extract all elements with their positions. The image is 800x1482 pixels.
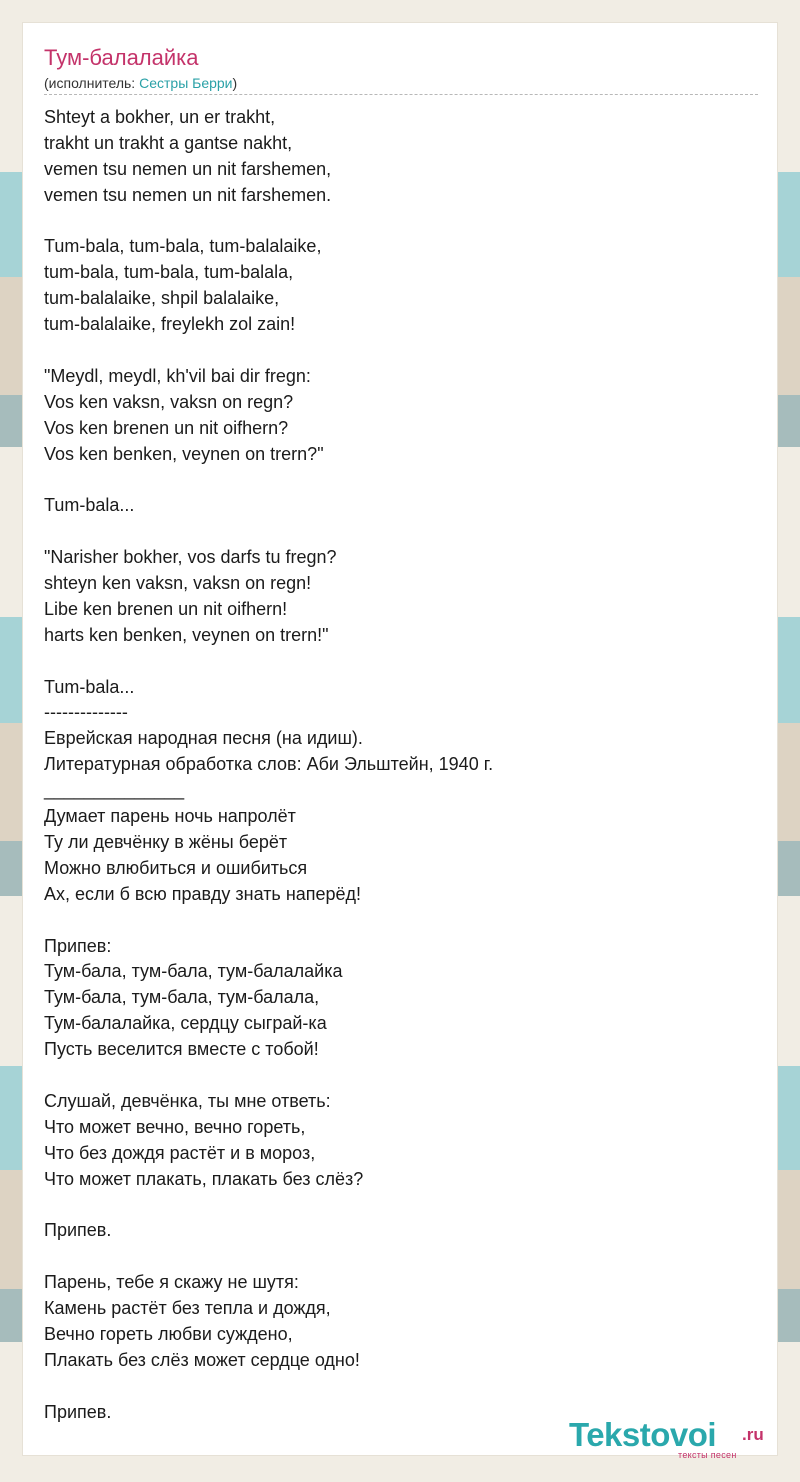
performer-line	[44, 74, 237, 92]
logo-domain: .ru	[742, 1425, 764, 1444]
performer-suffix: )	[232, 75, 238, 91]
lyric-line: Shteyt a bokher, un er trakht,	[44, 107, 276, 127]
lyric-line: shteyn ken vaksn, vaksn on regn!	[44, 573, 312, 594]
blank-line	[44, 519, 493, 545]
logo-wordmark: Tekstovoi	[569, 1416, 717, 1453]
lyric-line: Можно влюбиться и ошибиться	[44, 857, 308, 878]
lyric-line: "Meydl, meydl, kh'vil bai dir fregn:	[44, 365, 311, 386]
lyric-line: Vos ken brenen un nit oifhern?	[44, 417, 289, 438]
blank-line	[44, 209, 493, 235]
lyric-line: "Narisher bokher, vos darfs tu fregn?	[44, 547, 337, 568]
blank-line	[44, 1192, 493, 1218]
lyric-line: Припев.	[44, 1220, 112, 1241]
lyric-line: Парень, тебе я скажу не шутя:	[44, 1272, 299, 1293]
lyric-line: Что без дождя растёт и в мороз,	[44, 1142, 316, 1163]
lyric-line: tum-bala, tum-bala, tum-balala,	[44, 262, 294, 283]
lyric-line: ______________	[44, 780, 185, 801]
lyric-line: Tum-bala...	[44, 676, 135, 697]
blank-line	[44, 908, 493, 934]
lyrics-text	[44, 105, 493, 1425]
blank-line	[44, 338, 493, 364]
lyric-line: Камень растёт без тепла и дождя,	[44, 1297, 331, 1318]
lyric-line: Tum-bala...	[44, 495, 135, 516]
lyric-line: Тум-бала, тум-бала, тум-балалайка	[44, 961, 343, 982]
lyric-line: vemen tsu nemen un nit farshemen.	[44, 184, 332, 205]
performer-prefix: (исполнитель:	[44, 75, 140, 91]
lyric-line: Ту ли девчёнку в жёны берёт	[44, 831, 288, 852]
blank-line	[44, 649, 493, 675]
lyric-line: Еврейская народная песня (на идиш).	[44, 728, 363, 749]
lyric-line: Vos ken benken, veynen on trern?"	[44, 443, 324, 464]
lyric-line: Тум-бала, тум-бала, тум-балала,	[44, 987, 320, 1008]
lyric-line: vemen tsu nemen un nit farshemen,	[44, 158, 332, 179]
blank-line	[44, 1244, 493, 1270]
lyric-line: Пусть веселится вместе с тобой!	[44, 1039, 319, 1060]
lyric-line: Думает парень ночь напролёт	[44, 806, 296, 827]
lyric-line: Ах, если б всю правду знать наперёд!	[44, 883, 362, 904]
blank-line	[44, 467, 493, 493]
blank-line	[44, 1374, 493, 1400]
title-divider	[44, 94, 758, 95]
lyric-line: --------------	[44, 702, 128, 723]
lyric-line: Tum-bala, tum-bala, tum-balalaike,	[44, 236, 322, 257]
lyric-line: Тум-балалайка, сердцу сыграй-ка	[44, 1013, 327, 1034]
lyric-line: Припев.	[44, 1401, 112, 1422]
lyric-line: tum-balalaike, freylekh zol zain!	[44, 314, 296, 335]
lyric-line: trakht un trakht a gantse nakht,	[44, 132, 293, 153]
lyric-line: Плакать без слёз может сердце одно!	[44, 1349, 360, 1370]
lyric-line: Что может вечно, вечно гореть,	[44, 1116, 306, 1137]
lyrics-card	[22, 22, 778, 1460]
lyric-line: Литературная обработка слов: Аби Эльштейн, 1940 г.	[44, 754, 494, 775]
lyric-line: tum-balalaike, shpil balalaike,	[44, 288, 280, 309]
logo-tagline: тексты песен	[678, 1450, 737, 1460]
lyric-line: Слушай, девчёнка, ты мне ответь:	[44, 1090, 331, 1111]
lyric-line: Припев:	[44, 935, 112, 956]
tekstovoi-logo[interactable]	[569, 1416, 779, 1460]
lyric-line: Libe ken brenen un nit oifhern!	[44, 598, 288, 619]
lyric-line: harts ken benken, veynen on trern!"	[44, 624, 329, 645]
artist-link[interactable]: Сестры Берри	[139, 75, 233, 91]
song-title: Тум-балалайка	[44, 45, 199, 70]
lyric-line: Что может плакать, плакать без слёз?	[44, 1168, 364, 1189]
lyric-line: Вечно гореть любви суждено,	[44, 1323, 293, 1344]
blank-line	[44, 1063, 493, 1089]
lyric-line: Vos ken vaksn, vaksn on regn?	[44, 391, 294, 412]
